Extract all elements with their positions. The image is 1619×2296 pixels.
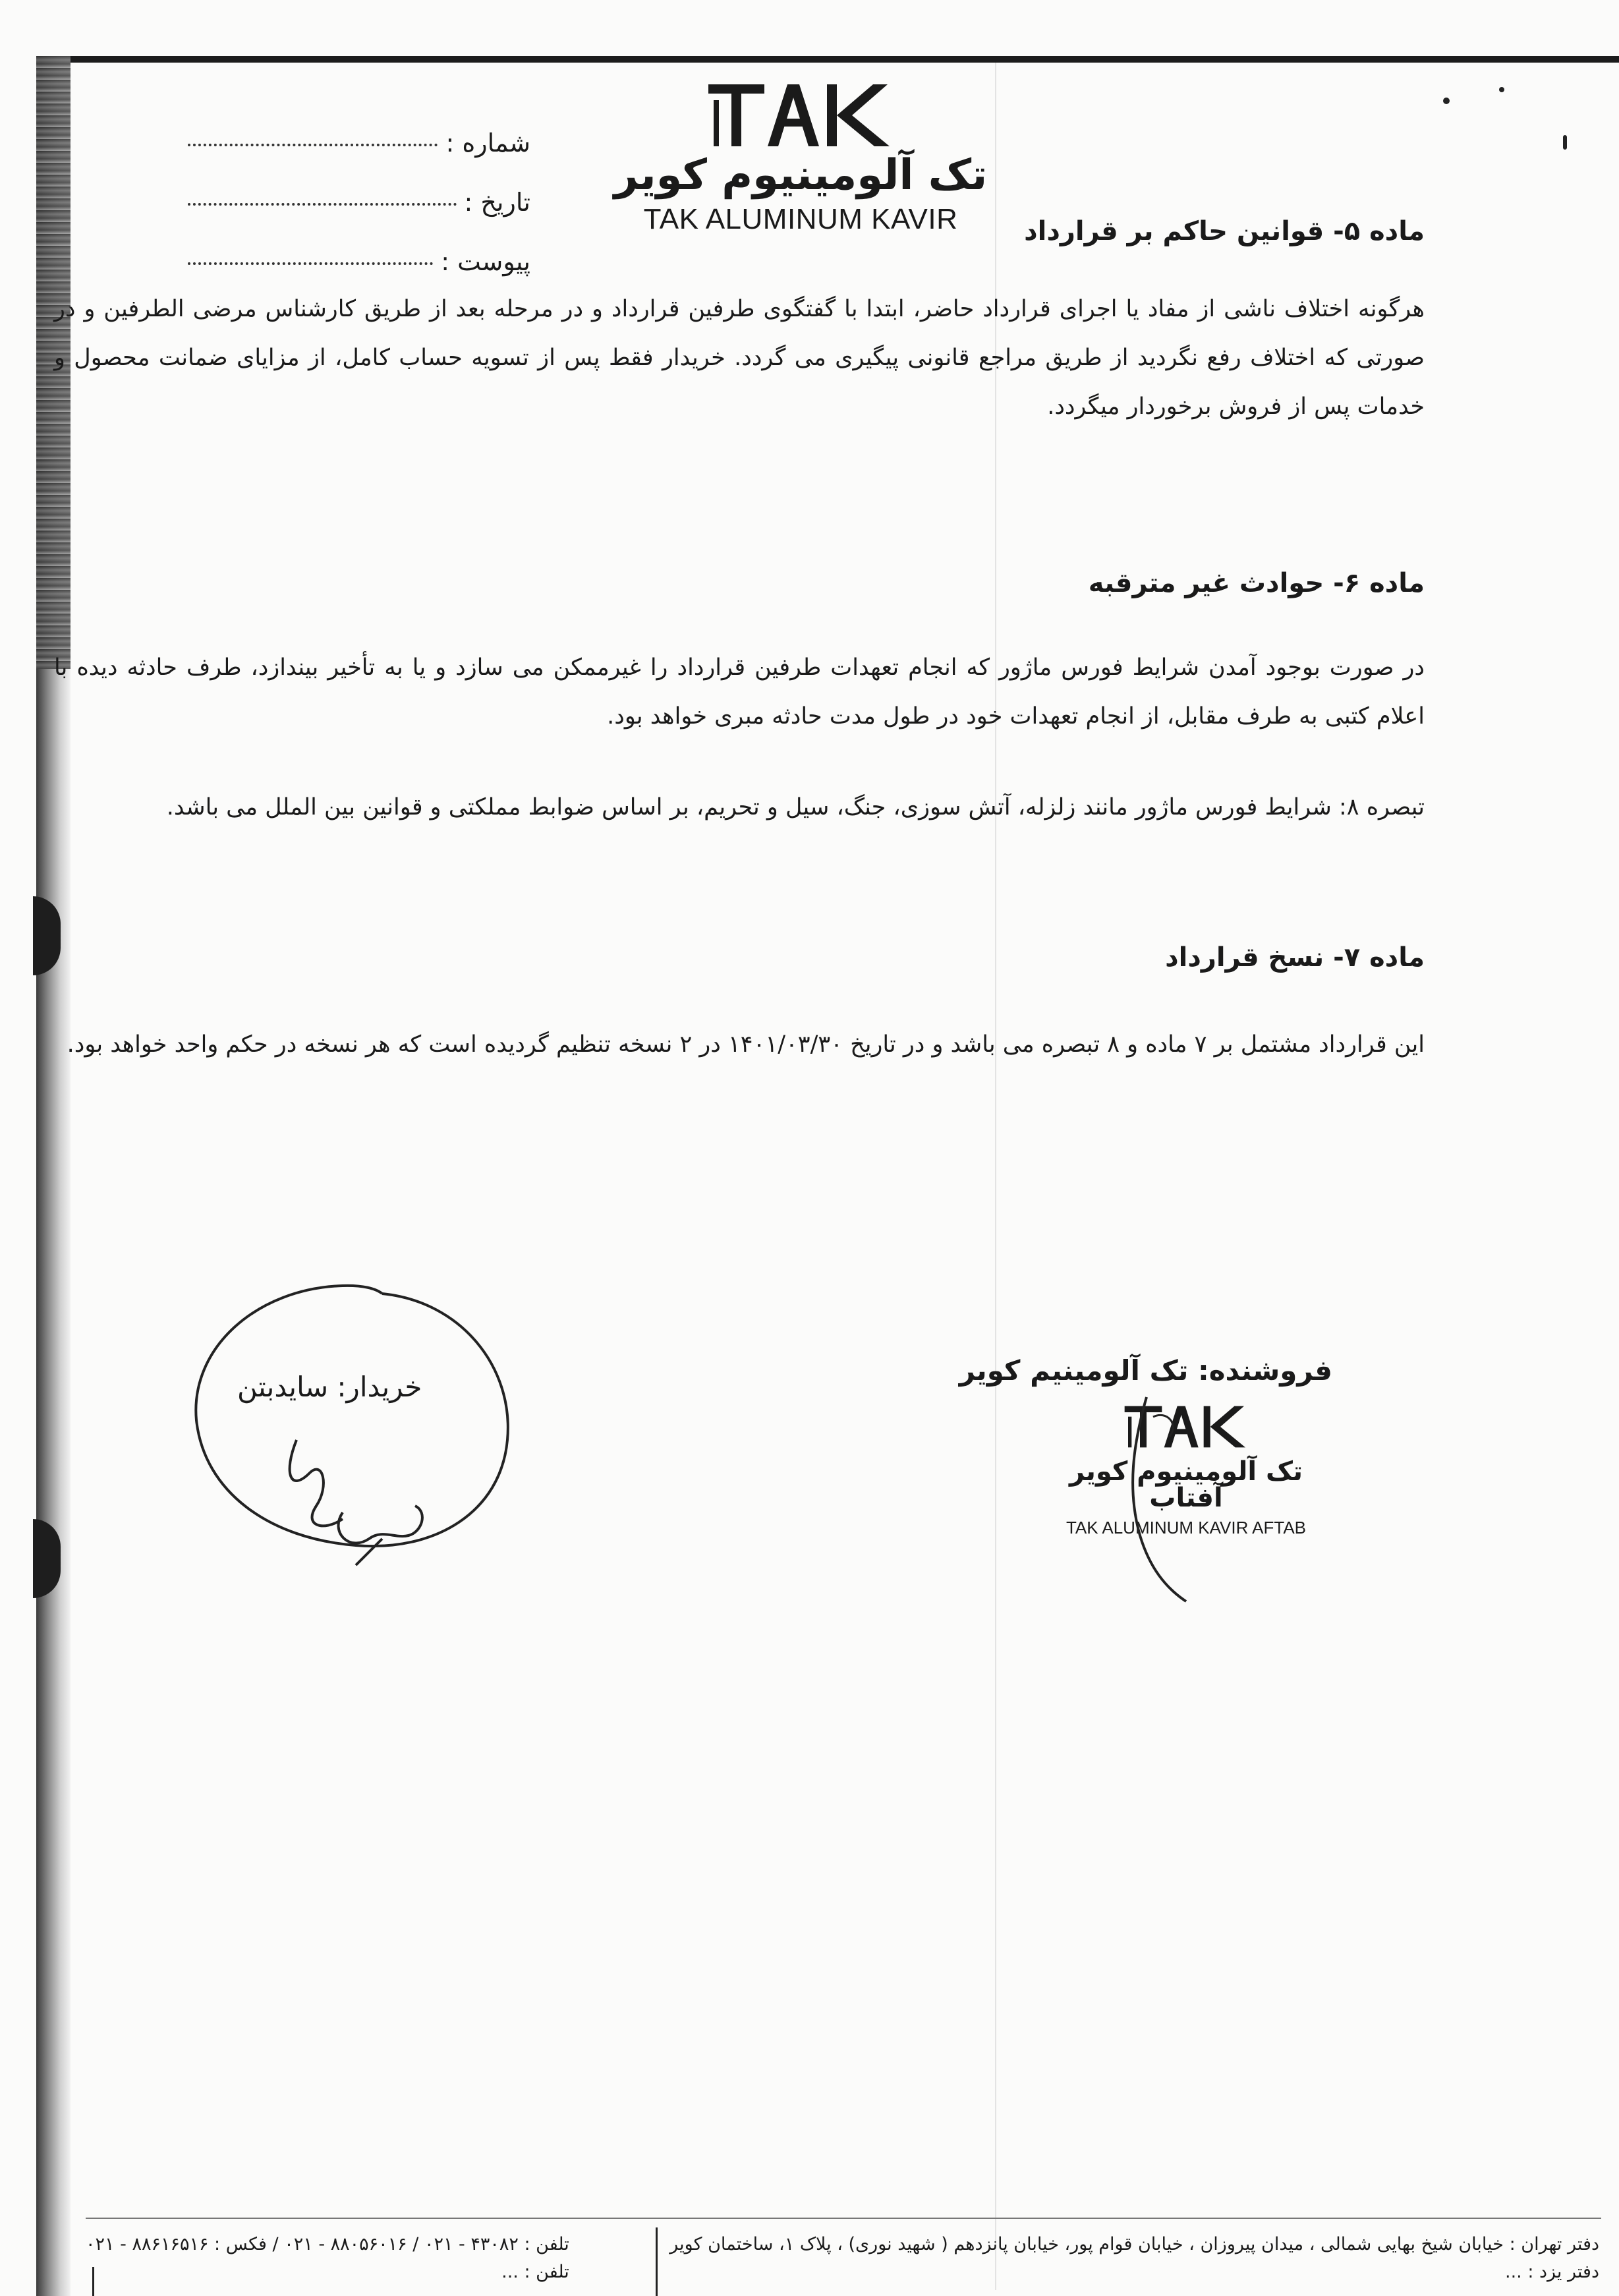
attachment-blank [188,262,433,265]
footer-separator [656,2227,658,2296]
stamp-name-fa: تک آلومینیوم کویر آفتاب [1069,1456,1303,1513]
seller-signature-stroke [1107,1391,1199,1608]
company-logo [613,79,988,297]
seller-label: فروشنده: تک آلومینیم کویر [959,1354,1332,1387]
date-blank [188,203,457,206]
date-label: تاریخ : [464,188,530,217]
stamp-name-en: TAK ALUMINUM KAVIR AFTAB [1065,1518,1307,1537]
number-label: شماره : [445,129,530,158]
logo-name-en: TAK ALUMINUM KAVIR [643,203,958,235]
scan-speck [1443,98,1450,104]
footer-address [669,2231,1599,2286]
buyer-signature-circle [185,1275,527,1578]
attachment-label: پیوست : [441,247,530,276]
article-7-text: این قرارداد مشتمل بر ۷ ماده و ۸ تبصره می باشد و در تاریخ ۱۴۰۱/۰۳/۳۰ در ۲ نسخه تنظیم گردیده است که هر نسخه در حکم واحد خواهد بود. [67,1031,1425,1058]
letterhead-fields [188,129,530,306]
article-6-heading: ماده ۶- حوادث غیر مترقبه [1088,568,1425,598]
number-blank [188,144,438,146]
footer-separator [92,2267,94,2296]
article-7-heading: ماده ۷- نسخ قرارداد [1165,942,1425,973]
footer-address-tehran: دفتر تهران : خیابان شیخ بهایی شمالی ، میدان پیروزان ، خیابان قوام پور، خیابان پانزدهم ( شهید نوری) ، پلاک ۱، ساختمان کویر [669,2234,1599,2254]
article-5-text: هرگونه اختلاف ناشی از مفاد یا اجرای قرارداد حاضر، ابتدا با گفتگوی طرفین قرارداد و در مرحله بعد از طریق کارشناس مرضی الطرفین و در صورتی که اختلاف رفع نگردید از طریق مراجع قانونی پیگیری می گردد. خریدار فقط پس از تسویه حساب کامل، از مزایای ضمانت محصول و خدمات پس از فروش برخوردار میگردد. [54,296,1425,420]
footer-phone-yazd: تلفن : ... [501,2262,569,2282]
number-field [188,129,530,188]
tak-logo-mark [702,79,899,152]
scan-top-edge [36,56,1619,63]
article-5-heading: ماده ۵- قوانین حاکم بر قرارداد [1024,216,1425,246]
date-field [188,188,530,247]
note-8-text: تبصره ۸: شرایط فورس ماژور مانند زلزله، آتش سوزی، جنگ، سیل و تحریم، بر اساس ضوابط مملکتی و قوانین بین الملل می باشد. [166,794,1425,820]
scan-speck [1563,135,1567,150]
footer-phone-tehran: تلفن : ۴۳۰۸۲ - ۰۲۱ / ۸۸۰۵۶۰۱۶ - ۰۲۱ / فکس : ۸۸۶۱۶۵۱۶ - ۰۲۱ [86,2234,569,2254]
footer-address-yazd: دفتر یزد : ... [1504,2262,1599,2282]
footer-divider [86,2218,1601,2219]
scan-speck [1499,87,1504,92]
article-6-text: در صورت بوجود آمدن شرایط فورس ماژور که انجام تعهدات طرفین قرارداد را غیرممکن می سازد و یا به تأخیر بیندازد، طرف حادثه دیده با اعلام کتبی به طرف مقابل، از انجام تعهدات خود در طول مدت حادثه مبری خواهد بود. [54,654,1425,730]
footer-phones [86,2231,569,2286]
logo-name-fa: تک آلومینیوم کویر [613,151,988,200]
buyer-label: خریدار: سایدبتن [237,1371,422,1403]
